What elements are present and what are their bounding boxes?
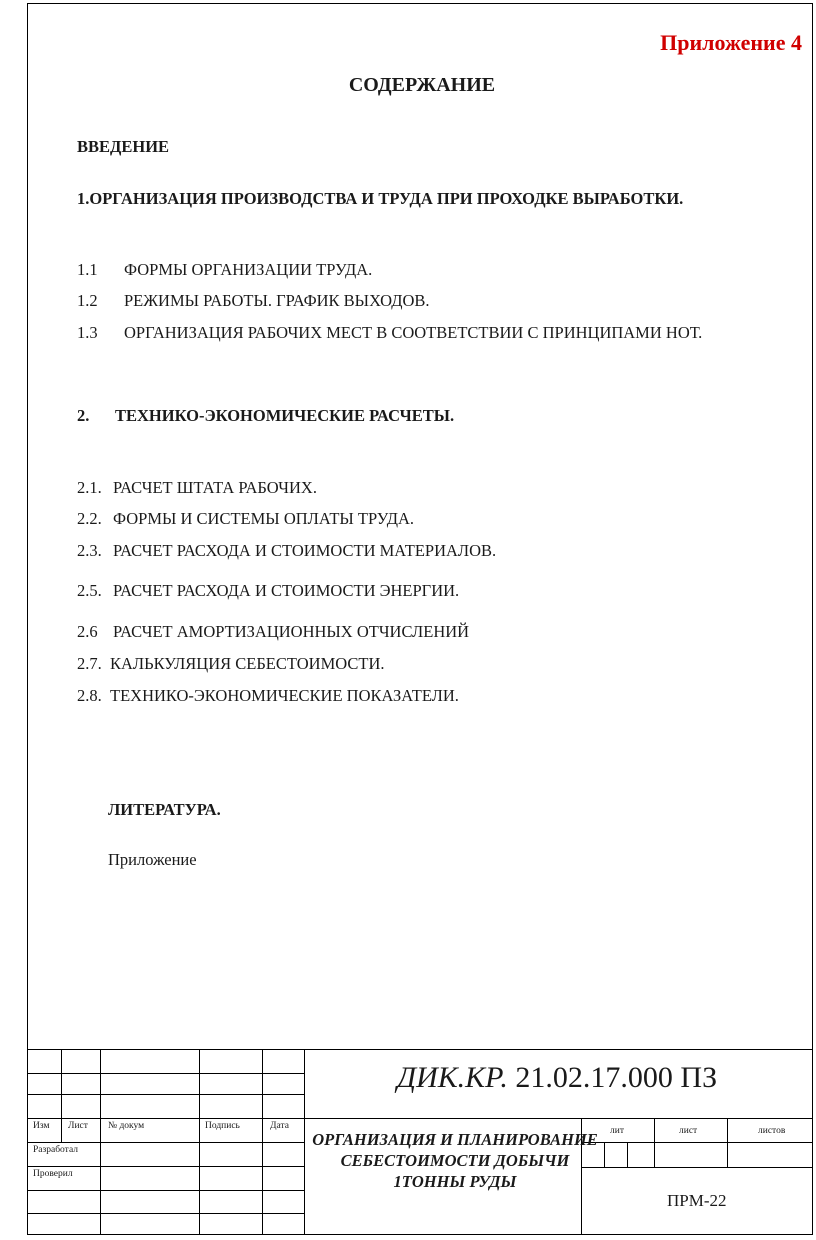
toc-item bbox=[77, 323, 702, 343]
toc-item-number: 2.5. bbox=[77, 581, 102, 600]
toc-item-number: 1.2 bbox=[77, 291, 98, 310]
toc-item bbox=[77, 478, 317, 498]
toc-item-text: РАСЧЕТ РАСХОДА И СТОИМОСТИ МАТЕРИАЛОВ. bbox=[113, 541, 497, 560]
title-block bbox=[27, 1049, 813, 1235]
toc-item-text: РАСЧЕТ РАСХОДА И СТОИМОСТИ ЭНЕРГИИ. bbox=[113, 581, 460, 600]
group-code: ПРМ-22 bbox=[667, 1191, 727, 1210]
toc-item-number: 1.1 bbox=[77, 260, 98, 279]
toc-item-text: РАСЧЕТ ШТАТА РАБОЧИХ. bbox=[113, 478, 317, 497]
toc-item-number: 2.6 bbox=[77, 622, 98, 641]
col-podpis: Подпись bbox=[205, 1121, 240, 1131]
document-title: ОРГАНИЗАЦИЯ И ПЛАНИРОВАНИЕ СЕБЕСТОИМОСТИ ДОБЫЧИ 1ТОННЫ РУДЫ bbox=[312, 1130, 598, 1191]
toc-item-text: КАЛЬКУЛЯЦИЯ СЕБЕСТОИМОСТИ. bbox=[110, 654, 385, 673]
appendix-label: Приложение 4 bbox=[660, 30, 802, 55]
col-dokum: № докум bbox=[108, 1121, 145, 1131]
toc-item-text: РАСЧЕТ АМОРТИЗАЦИОННЫХ ОТЧИСЛЕНИЙ bbox=[113, 622, 470, 641]
document-code bbox=[397, 1061, 717, 1095]
toc-item-text: ТЕХНИКО-ЭКОНОМИЧЕСКИЕ ПОКАЗАТЕЛИ. bbox=[110, 686, 459, 705]
toc-item bbox=[77, 581, 459, 601]
toc-item-number: 1.3 bbox=[77, 323, 98, 342]
toc-item bbox=[77, 509, 414, 529]
toc-title: СОДЕРЖАНИЕ bbox=[348, 74, 496, 96]
toc-intro: ВВЕДЕНИЕ bbox=[77, 137, 170, 156]
toc-item-text: РЕЖИМЫ РАБОТЫ. ГРАФИК ВЫХОДОВ. bbox=[124, 291, 430, 310]
toc-item-text: ФОРМЫ ОРГАНИЗАЦИИ ТРУДА. bbox=[124, 260, 373, 279]
toc-item bbox=[77, 622, 469, 642]
toc-section-2-title bbox=[77, 406, 454, 426]
toc-appendix: Приложение bbox=[108, 850, 197, 869]
toc-item-number: 2.7. bbox=[77, 654, 102, 673]
col-data: Дата bbox=[270, 1121, 289, 1131]
row-razrabotal: Разработал bbox=[33, 1145, 78, 1155]
toc-section-text: ТЕХНИКО-ЭКОНОМИЧЕСКИЕ РАСЧЕТЫ. bbox=[115, 406, 455, 425]
document-code-number: 21.02.17.000 ПЗ bbox=[507, 1061, 718, 1094]
col-list: Лист bbox=[68, 1121, 88, 1131]
toc-literature: ЛИТЕРАТУРА. bbox=[108, 800, 221, 819]
toc-item-number: 2.1. bbox=[77, 478, 102, 497]
toc-item bbox=[77, 654, 385, 674]
toc-section-number: 2. bbox=[77, 406, 90, 425]
col-sheet: лист bbox=[679, 1126, 698, 1136]
col-lit: лит bbox=[610, 1126, 624, 1136]
toc-item bbox=[77, 260, 372, 280]
row-proveril: Проверил bbox=[33, 1169, 73, 1179]
toc-item bbox=[77, 686, 459, 706]
toc-item-number: 2.3. bbox=[77, 541, 102, 560]
toc-item-text: ФОРМЫ И СИСТЕМЫ ОПЛАТЫ ТРУДА. bbox=[113, 509, 415, 528]
col-izm: Изм bbox=[33, 1121, 50, 1131]
document-code-prefix: ДИК.КР. bbox=[397, 1061, 508, 1094]
toc-item bbox=[77, 541, 496, 561]
col-sheets: листов bbox=[758, 1126, 786, 1136]
toc-section-1-title: 1.ОРГАНИЗАЦИЯ ПРОИЗВОДСТВА И ТРУДА ПРИ ПРОХОДКЕ ВЫРАБОТКИ. bbox=[77, 189, 684, 208]
toc-item-number: 2.8. bbox=[77, 686, 102, 705]
toc-item-number: 2.2. bbox=[77, 509, 102, 528]
toc-item-text: ОРГАНИЗАЦИЯ РАБОЧИХ МЕСТ В СООТВЕТСТВИИ С ПРИНЦИПАМИ НОТ. bbox=[124, 323, 703, 342]
toc-item bbox=[77, 291, 430, 311]
